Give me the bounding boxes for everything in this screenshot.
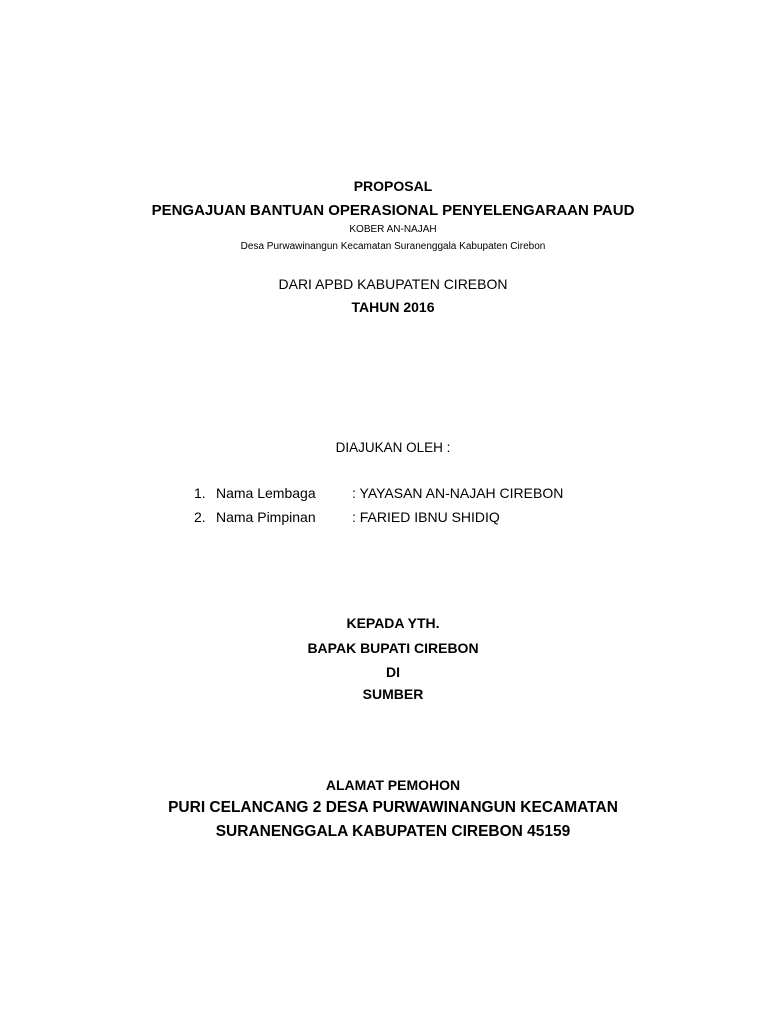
proposal-subject: PENGAJUAN BANTUAN OPERASIONAL PENYELENGARAAN PAUD (151, 202, 635, 219)
document-title: PROPOSAL (353, 178, 433, 194)
institution-value: : YAYASAN AN-NAJAH CIREBON (352, 485, 564, 501)
institution-label: Nama Lembaga (216, 485, 316, 501)
organization-name: KOBER AN-NAJAH (349, 224, 437, 235)
submitter-list-item (194, 509, 614, 529)
recipient-preposition: DI (386, 664, 400, 680)
organization-location: Desa Purwawinangun Kecamatan Suranenggala Kabupaten Cirebon (240, 241, 546, 252)
submitted-by-heading: DIAJUKAN OLEH : (335, 440, 451, 455)
applicant-address-heading: ALAMAT PEMOHON (325, 777, 461, 793)
leader-label: Nama Pimpinan (216, 509, 316, 525)
list-number: 1. (194, 485, 206, 501)
list-number: 2. (194, 509, 206, 525)
recipient-place: SUMBER (362, 686, 424, 702)
funding-year: TAHUN 2016 (351, 299, 435, 315)
applicant-address-line-2: SURANENGGALA KABUPATEN CIREBON 45159 (215, 823, 571, 840)
recipient-name: BAPAK BUPATI CIREBON (307, 640, 479, 656)
recipient-salutation: KEPADA YTH. (346, 615, 440, 631)
funding-source: DARI APBD KABUPATEN CIREBON (278, 276, 508, 292)
leader-value: : FARIED IBNU SHIDIQ (352, 509, 500, 525)
submitter-list-item (194, 485, 614, 505)
applicant-address-line-1: PURI CELANCANG 2 DESA PURWAWINANGUN KECAMATAN (168, 799, 618, 816)
